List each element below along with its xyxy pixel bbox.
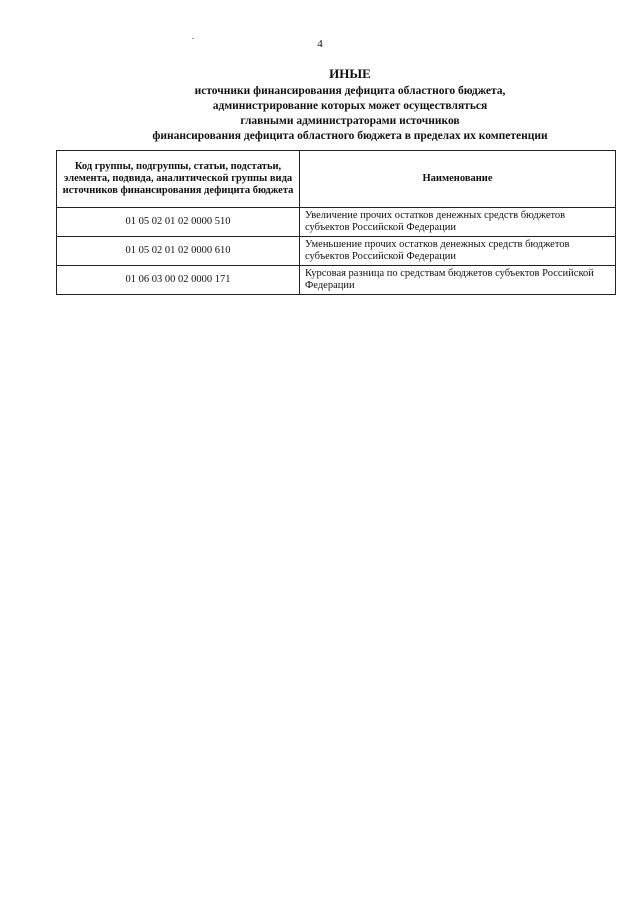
row-code: 01 05 02 01 02 0000 610 bbox=[57, 237, 300, 266]
table-row bbox=[57, 237, 616, 266]
header-name: Наименование bbox=[300, 151, 616, 208]
table-header-row bbox=[57, 151, 616, 208]
table-row bbox=[57, 266, 616, 295]
title-line-2: администрирование которых может осуществляться bbox=[212, 100, 488, 112]
title-line-3: главными администраторами источников bbox=[240, 115, 460, 127]
row-code: 01 05 02 01 02 0000 510 bbox=[57, 208, 300, 237]
row-code: 01 06 03 00 02 0000 171 bbox=[57, 266, 300, 295]
table-row bbox=[57, 208, 616, 237]
row-name: Увеличение прочих остатков денежных средств бюджетов субъектов Российской Федерации bbox=[300, 208, 616, 237]
row-name: Курсовая разница по средствам бюджетов субъектов Российской Федерации bbox=[300, 266, 616, 295]
page-number: 4 bbox=[317, 38, 323, 50]
row-name: Уменьшение прочих остатков денежных средств бюджетов субъектов Российской Федерации bbox=[300, 237, 616, 266]
document-title bbox=[60, 66, 640, 144]
title-line-4: финансирования дефицита областного бюджета в пределах их компетенции bbox=[152, 130, 548, 142]
header-code: Код группы, подгруппы, статьи, подстатьи, элемента, подвида, аналитической группы вида источников финансирования дефицита бюджета bbox=[57, 151, 300, 208]
title-line-1: источники финансирования дефицита областного бюджета, bbox=[194, 85, 506, 97]
financing-sources-table bbox=[56, 150, 616, 295]
title-main: ИНЫЕ bbox=[329, 66, 371, 81]
